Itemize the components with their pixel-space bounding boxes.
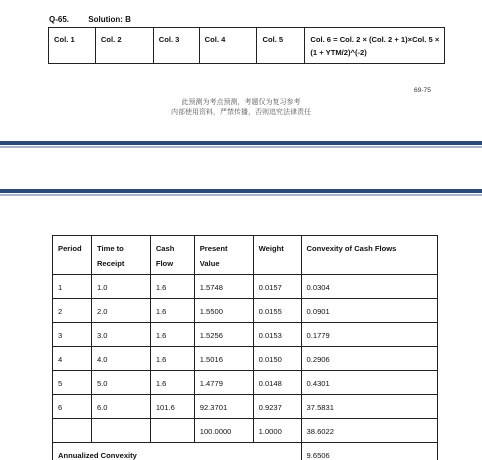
page-divider-bottom-shadow — [0, 194, 482, 196]
cell-period: 6 — [53, 395, 92, 419]
cell-present-value: 1.5256 — [194, 323, 253, 347]
page-number: 69-75 — [414, 87, 431, 94]
total-convexity: 38.6022 — [301, 419, 437, 443]
cell-cash-flow: 1.6 — [150, 299, 194, 323]
cell-cash-flow: 1.6 — [150, 347, 194, 371]
notice-line-2: 内部使用资料，严禁传播，否则追究法律责任 — [171, 108, 311, 116]
header-present-value: Present Value — [194, 236, 253, 275]
cell-period: 4 — [53, 347, 92, 371]
column-header-1: Col. 1 — [49, 28, 96, 64]
totals-spacer — [53, 419, 92, 443]
annualized-value: 9.6506 — [301, 443, 437, 460]
cell-weight: 0.0148 — [253, 371, 301, 395]
cell-time: 2.0 — [91, 299, 150, 323]
totals-row — [53, 419, 438, 443]
column-header-5: Col. 5 — [257, 28, 305, 64]
cell-cash-flow: 1.6 — [150, 275, 194, 299]
header-convexity: Convexity of Cash Flows — [301, 236, 437, 275]
table-row — [53, 395, 438, 419]
page-divider-bottom — [0, 189, 482, 193]
column-header-2: Col. 2 — [95, 28, 153, 64]
cell-weight: 0.0155 — [253, 299, 301, 323]
total-present-value: 100.0000 — [194, 419, 253, 443]
table-header-row — [53, 236, 438, 275]
cell-convexity: 0.0901 — [301, 299, 437, 323]
question-header — [49, 15, 148, 24]
column-header-4: Col. 4 — [199, 28, 257, 64]
cell-period: 1 — [53, 275, 92, 299]
solution-label: Solution: B — [88, 15, 131, 24]
cell-present-value: 92.3701 — [194, 395, 253, 419]
page-divider-top-shadow — [0, 146, 482, 148]
cell-cash-flow: 1.6 — [150, 371, 194, 395]
column-definition-row — [49, 28, 445, 64]
totals-spacer — [91, 419, 150, 443]
totals-spacer — [150, 419, 194, 443]
cell-weight: 0.9237 — [253, 395, 301, 419]
convexity-table — [52, 235, 438, 460]
cell-period: 3 — [53, 323, 92, 347]
cell-time: 6.0 — [91, 395, 150, 419]
cell-time: 3.0 — [91, 323, 150, 347]
table-row — [53, 275, 438, 299]
cell-time: 4.0 — [91, 347, 150, 371]
cell-weight: 0.0157 — [253, 275, 301, 299]
cell-convexity: 37.5831 — [301, 395, 437, 419]
table-row — [53, 371, 438, 395]
annualized-row — [53, 443, 438, 460]
table-row — [53, 299, 438, 323]
cell-weight: 0.0150 — [253, 347, 301, 371]
cell-cash-flow: 1.6 — [150, 323, 194, 347]
cell-convexity: 0.0304 — [301, 275, 437, 299]
total-weight: 1.0000 — [253, 419, 301, 443]
cell-period: 2 — [53, 299, 92, 323]
column-definition-table — [48, 27, 445, 64]
page-divider-top — [0, 141, 482, 145]
cell-present-value: 1.5748 — [194, 275, 253, 299]
cell-convexity: 0.1779 — [301, 323, 437, 347]
cell-present-value: 1.4779 — [194, 371, 253, 395]
cell-present-value: 1.5500 — [194, 299, 253, 323]
cell-time: 5.0 — [91, 371, 150, 395]
cell-period: 5 — [53, 371, 92, 395]
header-weight: Weight — [253, 236, 301, 275]
header-period: Period — [53, 236, 92, 275]
cell-time: 1.0 — [91, 275, 150, 299]
table-row — [53, 347, 438, 371]
cell-present-value: 1.5016 — [194, 347, 253, 371]
cell-weight: 0.0153 — [253, 323, 301, 347]
table-row — [53, 323, 438, 347]
header-time-to-receipt: Time to Receipt — [91, 236, 150, 275]
header-cash-flow: Cash Flow — [150, 236, 194, 275]
cell-convexity: 0.4301 — [301, 371, 437, 395]
question-number: Q-65. — [49, 15, 70, 24]
cell-cash-flow: 101.6 — [150, 395, 194, 419]
annualized-label: Annualized Convexity — [53, 443, 302, 460]
cell-convexity: 0.2906 — [301, 347, 437, 371]
column-header-6: Col. 6 = Col. 2 × (Col. 2 + 1)×Col. 5 × (1 + YTM/2)^(-2) — [305, 28, 445, 64]
notice-line-1: 此预测为考点预测，考题仅为复习参考 — [181, 98, 301, 106]
column-header-3: Col. 3 — [153, 28, 199, 64]
